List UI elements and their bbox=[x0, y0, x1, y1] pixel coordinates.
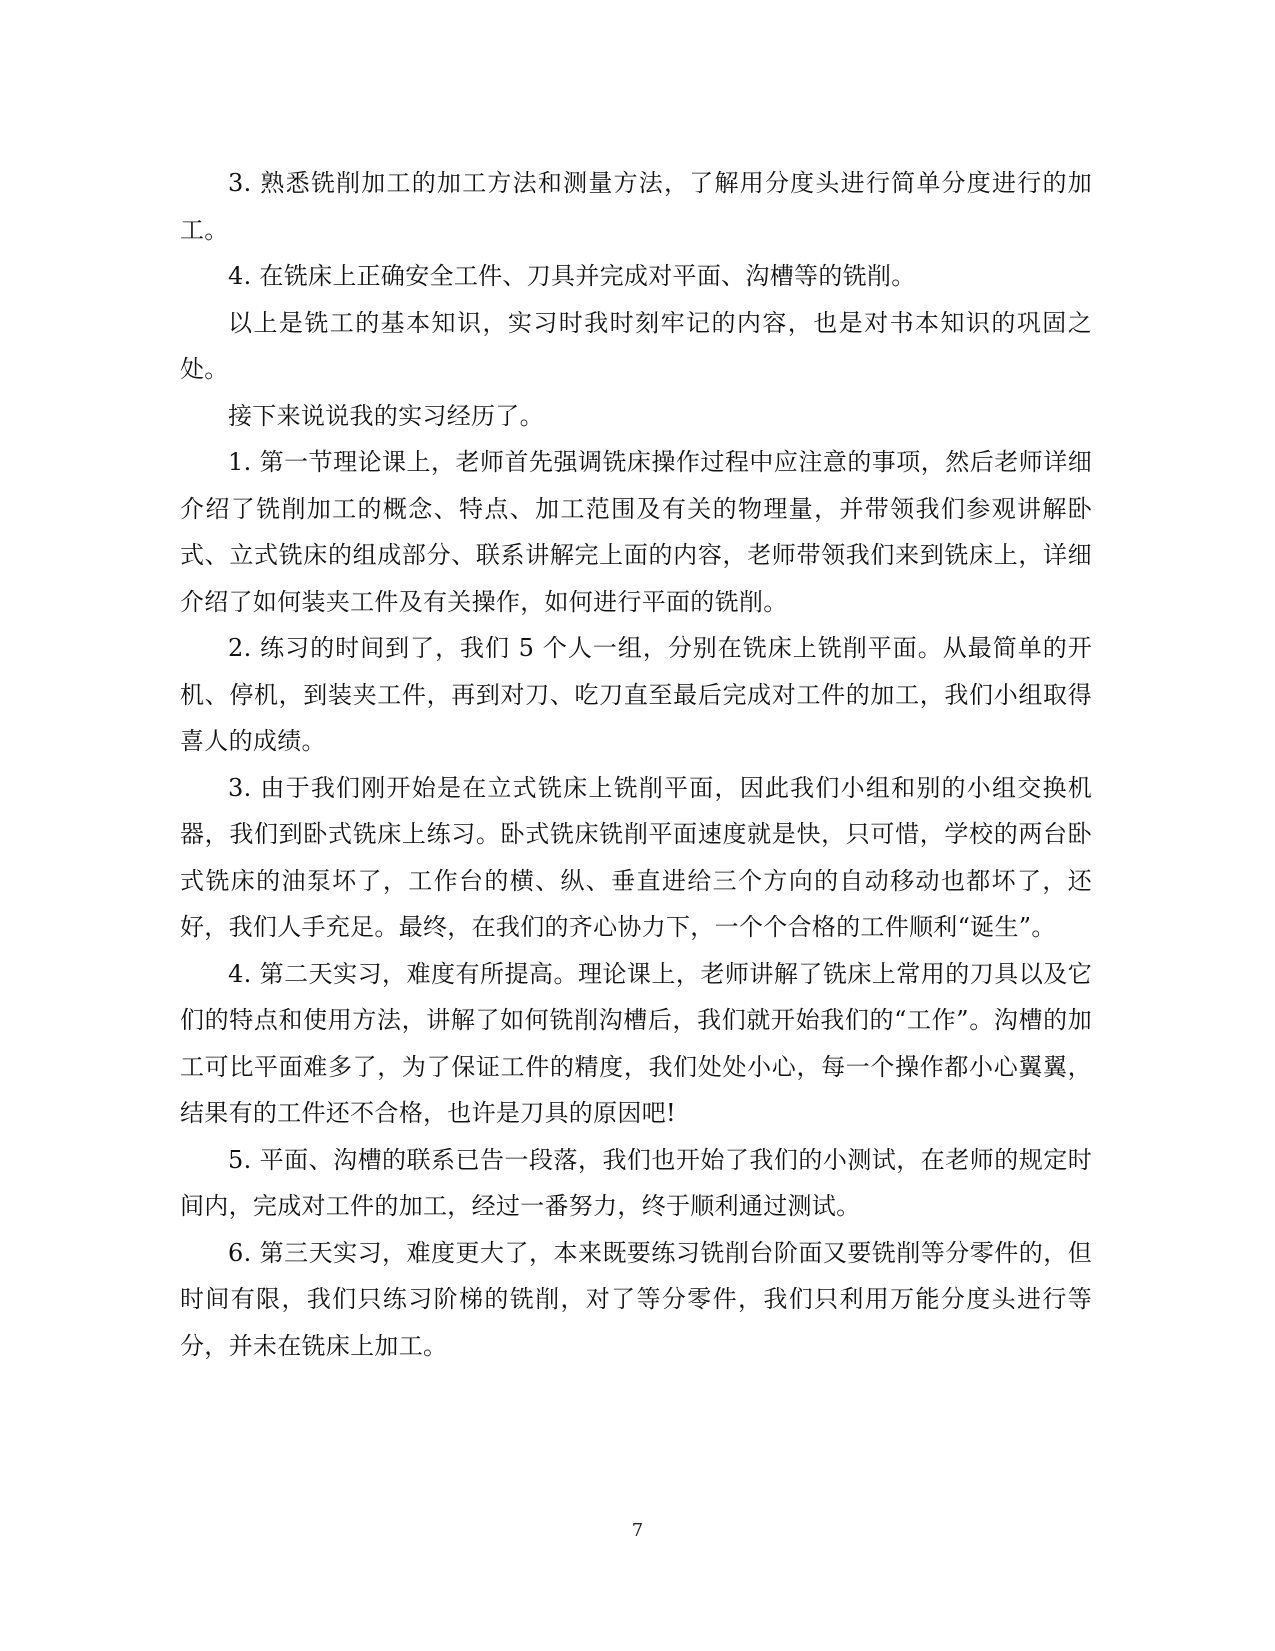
page-number: 7 bbox=[631, 1520, 644, 1541]
paragraph-intro-experience: 接下来说说我的实习经历了。 bbox=[228, 401, 544, 430]
paragraph-experience-4: 4. 第二天实习，难度有所提高。理论课上，老师讲解了铣床上常用的刀具以及它们的特点和使用方法，讲解了如何铣削沟槽后，我们就开始我们的“工作”。沟槽的加工可比平面难多了，为了保证工件的精度，我们处处小心，每一个操作都小心翼翼，结果有的工件还不合格，也许是刀具的原因吧! bbox=[180, 959, 1092, 1127]
paragraph-experience-5: 5. 平面、沟槽的联系已告一段落，我们也开始了我们的小测试，在老师的规定时间内，完成对工件的加工，经过一番努力，终于顺利通过测试。 bbox=[180, 1145, 1092, 1220]
paragraph-experience-6: 6. 第三天实习，难度更大了，本来既要练习铣削台阶面又要铣削等分零件的，但时间有限，我们只练习阶梯的铣削，对了等分零件，我们只利用万能分度头进行等分，并未在铣床上加工。 bbox=[180, 1238, 1092, 1360]
body-text bbox=[180, 160, 1092, 1369]
paragraph-item-4: 4. 在铣床上正确安全工件、刀具并完成对平面、沟槽等的铣削。 bbox=[228, 262, 916, 290]
paragraph-summary: 以上是铣工的基本知识，实习时我时刻牢记的内容，也是对书本知识的巩固之处。 bbox=[180, 308, 1092, 383]
paragraph-experience-1: 1. 第一节理论课上，老师首先强调铣床操作过程中应注意的事项，然后老师详细介绍了铣削加工的概念、特点、加工范围及有关的物理量，并带领我们参观讲解卧式、立式铣床的组成部分、联系讲解完上面的内容，老师带领我们来到铣床上，详细介绍了如何装夹工件及有关操作，如何进行平面的铣削。 bbox=[180, 448, 1092, 616]
paragraph-experience-2: 2. 练习的时间到了，我们 5 个人一组，分别在铣床上铣削平面。从最简单的开机、停机，到装夹工件，再到对刀、吃刀直至最后完成对工件的加工，我们小组取得喜人的成绩。 bbox=[180, 634, 1092, 755]
paragraph-experience-3: 3. 由于我们刚开始是在立式铣床上铣削平面，因此我们小组和别的小组交换机器，我们到卧式铣床上练习。卧式铣床铣削平面速度就是快，只可惜，学校的两台卧式铣床的油泵坏了，工作台的横、纵、垂直进给三个方向的自动移动也都坏了，还好，我们人手充足。最终，在我们的齐心协力下，一个个合格的工件顺利“诞生”。 bbox=[180, 773, 1092, 941]
paragraph-item-3: 3. 熟悉铣削加工的加工方法和测量方法，了解用分度头进行简单分度进行的加工。 bbox=[180, 169, 1092, 244]
